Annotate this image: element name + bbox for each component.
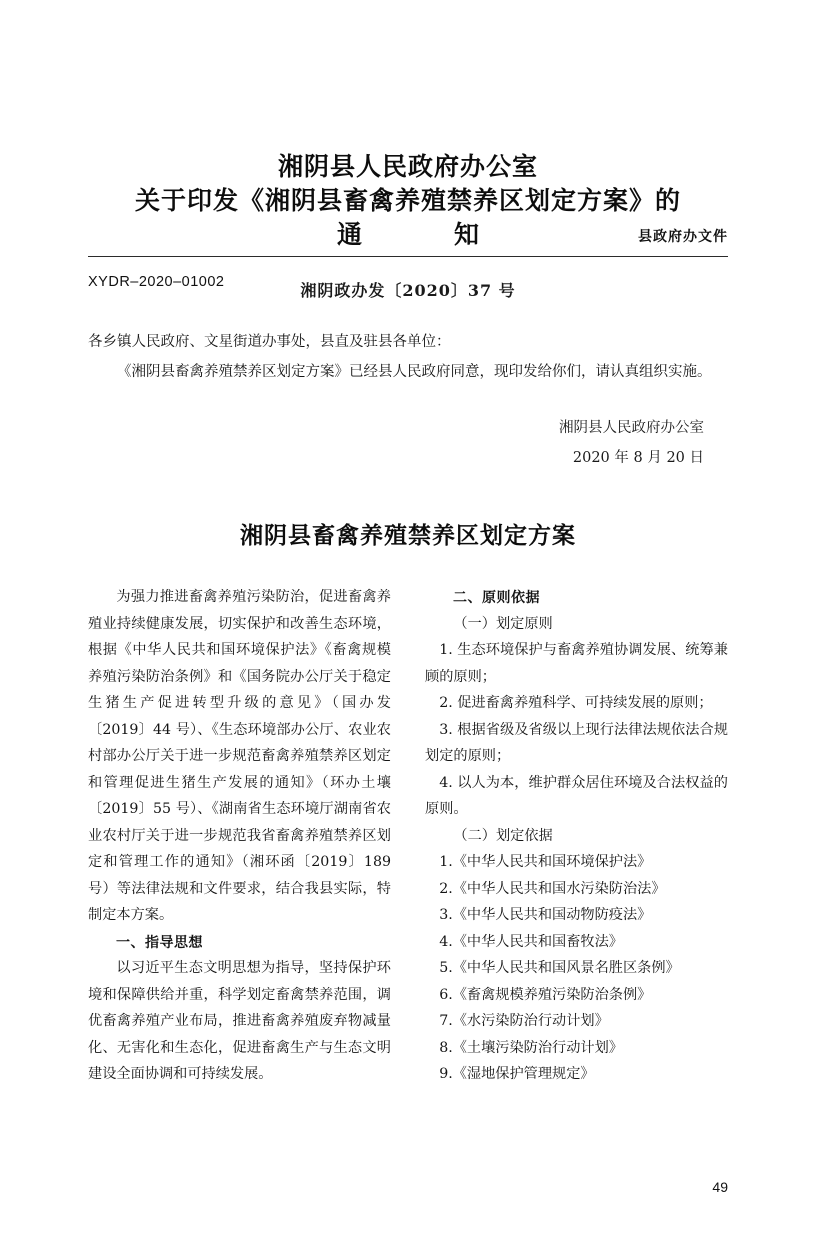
- principle-item: 4. 以人为本，维护群众居住环境及合法权益的原则。: [425, 774, 728, 817]
- document-page: [0, 150, 816, 1249]
- basis-item: 9.《湿地保护管理规定》: [439, 1066, 595, 1082]
- notice-paragraph: 《湘阴县畜禽养殖禁养区划定方案》已经县人民政府同意，现印发给你们，请认真组织实施。: [117, 364, 712, 380]
- signature-organization: 湘阴县人民政府办公室: [559, 420, 704, 436]
- basis-item: 4.《中华人民共和国畜牧法》: [439, 933, 623, 950]
- notice-body: [88, 327, 728, 387]
- intro-paragraph: 为强力推进畜禽养殖污染防治，促进畜禽养殖业持续健康发展，切实保护和改善生态环境，根据《中华人民共和国环境保护法》《畜禽规模养殖污染防治条例》和《国务院办公厅关于稳定生猪生产促进转型升级的意见》（国办发〔2019〕44 号）、《生态环境部办公厅、农业农村部办公厅关于进一步规范畜禽养殖禁养区划定和管理促进生猪生产发展的通知》（环办土壤〔2019〕55 号）、《湖南省生态环境厅湖南省农业农村厅关于进一步规范我省畜禽养殖禁养区划定和管理工作的通知》（湘环函〔2019〕189 号）等法律法规和文件要求，结合我县实际，特制定本方案。: [88, 589, 391, 923]
- page-number: 49: [712, 1179, 728, 1195]
- basis-item: 2.《中华人民共和国水污染防治法》: [439, 880, 666, 897]
- principle-item: 2. 促进畜禽养殖科学、可持续发展的原则；: [439, 695, 713, 711]
- principle-item: 3. 根据省级及省级以上现行法律法规依法合规划定的原则；: [425, 721, 728, 764]
- left-column: [88, 584, 391, 1088]
- title-line-1: 湘阴县人民政府办公室: [277, 152, 538, 181]
- notice-salutation: 各乡镇人民政府、文星街道办事处，县直及驻县各单位：: [88, 334, 451, 350]
- title-line-3: 通 知: [336, 220, 493, 249]
- header-divider: [88, 256, 728, 257]
- section-heading-1: 一、指导思想: [116, 933, 203, 950]
- subsection-heading-2: （二）划定依据: [453, 827, 553, 844]
- basis-item: 5.《中华人民共和国风景名胜区条例》: [439, 960, 680, 976]
- signature-block: [88, 413, 728, 473]
- basis-item: 1.《中华人民共和国环境保护法》: [439, 854, 652, 870]
- document-number: 湘阴政办发〔2020〕37 号: [300, 281, 516, 300]
- document-header-label: 县政府办文件: [638, 228, 728, 244]
- title-line-2: 关于印发《湘阴县畜禽养殖禁养区划定方案》的: [134, 186, 681, 215]
- title-block: [88, 150, 728, 252]
- basis-item: 6.《畜禽规模养殖污染防治条例》: [439, 986, 652, 1003]
- plan-title: 湘阴县畜禽养殖禁养区划定方案: [240, 522, 576, 549]
- two-column-body: [88, 584, 728, 1088]
- signature-date: 2020 年 8 月 20 日: [572, 450, 704, 466]
- principle-item: 1. 生态环境保护与畜禽养殖协调发展、统筹兼顾的原则；: [425, 642, 728, 685]
- section-1-paragraph: 以习近平生态文明思想为指导，坚持保护环境和保障供给并重，科学划定畜禽禁养范围，调优畜禽养殖产业布局，推进畜禽养殖废弃物减量化、无害化和生态化，促进畜禽生产与生态文明建设全面协调和可持续发展。: [88, 960, 391, 1082]
- subsection-heading-1: （一）划定原则: [453, 615, 553, 632]
- basis-item: 3.《中华人民共和国动物防疫法》: [439, 907, 652, 923]
- document-code: XYDR–2020–01002: [88, 274, 225, 290]
- section-heading-2: 二、原则依据: [453, 589, 540, 605]
- basis-item: 7.《水污染防治行动计划》: [439, 1013, 609, 1029]
- right-column: [425, 584, 728, 1088]
- basis-item: 8.《土壤污染防治行动计划》: [439, 1039, 623, 1056]
